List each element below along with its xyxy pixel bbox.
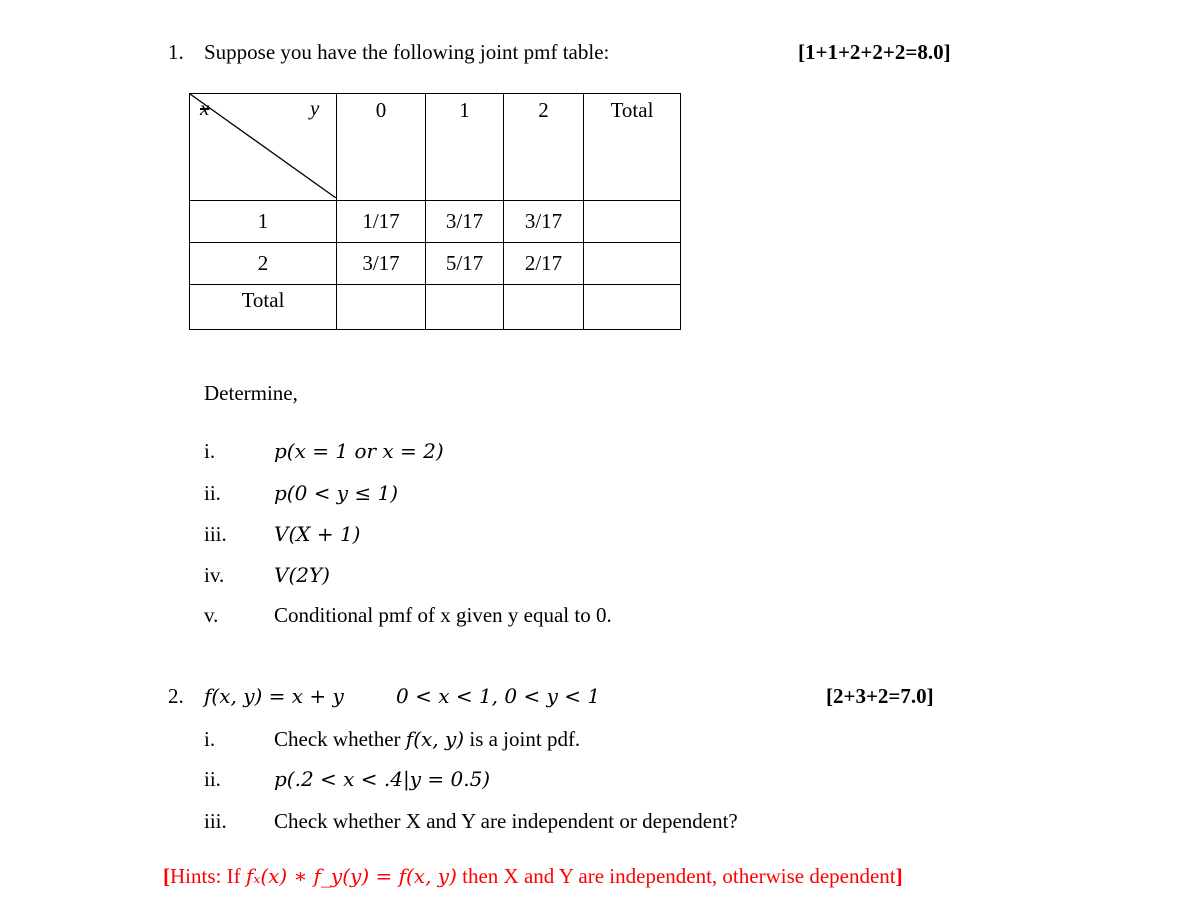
col-header-total: Total <box>584 94 681 201</box>
hint-math: fₓ(x) ∗ f_y(y) = f(x, y) <box>245 864 457 888</box>
row-label: Total <box>190 285 337 330</box>
hint-rest: then X and Y are independent, otherwise dependent <box>456 864 896 888</box>
q2-item-text: Check whether X and Y are independent or dependent? <box>274 809 738 833</box>
q1-item-num: i. <box>204 439 216 463</box>
q2-item-num: ii. <box>204 767 221 791</box>
table-header-row <box>190 94 681 201</box>
table-cell <box>426 285 504 330</box>
table-cell: 1/17 <box>337 201 426 243</box>
q2-item-num: i. <box>204 727 216 751</box>
table-cell <box>584 243 681 285</box>
hint-close: ] <box>895 864 903 888</box>
joint-pmf-table <box>189 93 681 330</box>
q1-item-text: Conditional pmf of x given y equal to 0. <box>274 603 612 627</box>
determine-label: Determine, <box>204 381 298 405</box>
q2-function: f(x, y) = x + y <box>204 684 344 708</box>
corner-y-label: y <box>310 96 320 120</box>
q2-marks: [2+3+2=7.0] <box>826 684 934 708</box>
table-cell: 3/17 <box>504 201 584 243</box>
q1-item-text: p(0 < y ≤ 1) <box>274 481 399 505</box>
q1-item-num: ii. <box>204 481 221 505</box>
col-header-1: 1 <box>426 94 504 201</box>
q2-item-math: f(x, y) <box>405 727 465 751</box>
hint-open: Hints: If <box>170 864 246 888</box>
table-cell: 5/17 <box>426 243 504 285</box>
table-cell <box>337 285 426 330</box>
hint-line <box>163 864 903 889</box>
col-header-0: 0 <box>337 94 426 201</box>
q1-number: 1. <box>168 40 184 64</box>
q1-item-text: p(x = 1 or x = 2) <box>274 439 444 463</box>
row-label: 2 <box>190 243 337 285</box>
corner-x-label: x <box>200 96 210 120</box>
table-cell: 3/17 <box>337 243 426 285</box>
row-label: 1 <box>190 201 337 243</box>
table-row <box>190 201 681 243</box>
table-cell <box>584 201 681 243</box>
q1-item-text: V(2Y) <box>274 563 330 587</box>
table-row <box>190 243 681 285</box>
q2-item-text-pre: Check whether <box>274 727 406 751</box>
q2-number: 2. <box>168 684 184 708</box>
col-header-2: 2 <box>504 94 584 201</box>
table-corner-cell <box>190 94 337 201</box>
q1-item-text: V(X + 1) <box>274 522 361 546</box>
q1-prompt: Suppose you have the following joint pmf table: <box>204 40 610 64</box>
q2-domain: 0 < x < 1, 0 < y < 1 <box>396 684 601 708</box>
table-row <box>190 285 681 330</box>
q1-item-num: iii. <box>204 522 227 546</box>
q2-item-math: p(.2 < x < .4|y = 0.5) <box>274 767 491 791</box>
table-cell <box>504 285 584 330</box>
table-cell <box>584 285 681 330</box>
q2-item-text-post: is a joint pdf. <box>464 727 581 751</box>
q1-marks: [1+1+2+2+2=8.0] <box>798 40 951 64</box>
q1-item-num: v. <box>204 603 219 627</box>
hint-open-bracket: [ <box>163 864 170 888</box>
table-cell: 3/17 <box>426 201 504 243</box>
q1-item-num: iv. <box>204 563 225 587</box>
table-cell: 2/17 <box>504 243 584 285</box>
q2-item-text <box>274 727 580 752</box>
q2-item-num: iii. <box>204 809 227 833</box>
